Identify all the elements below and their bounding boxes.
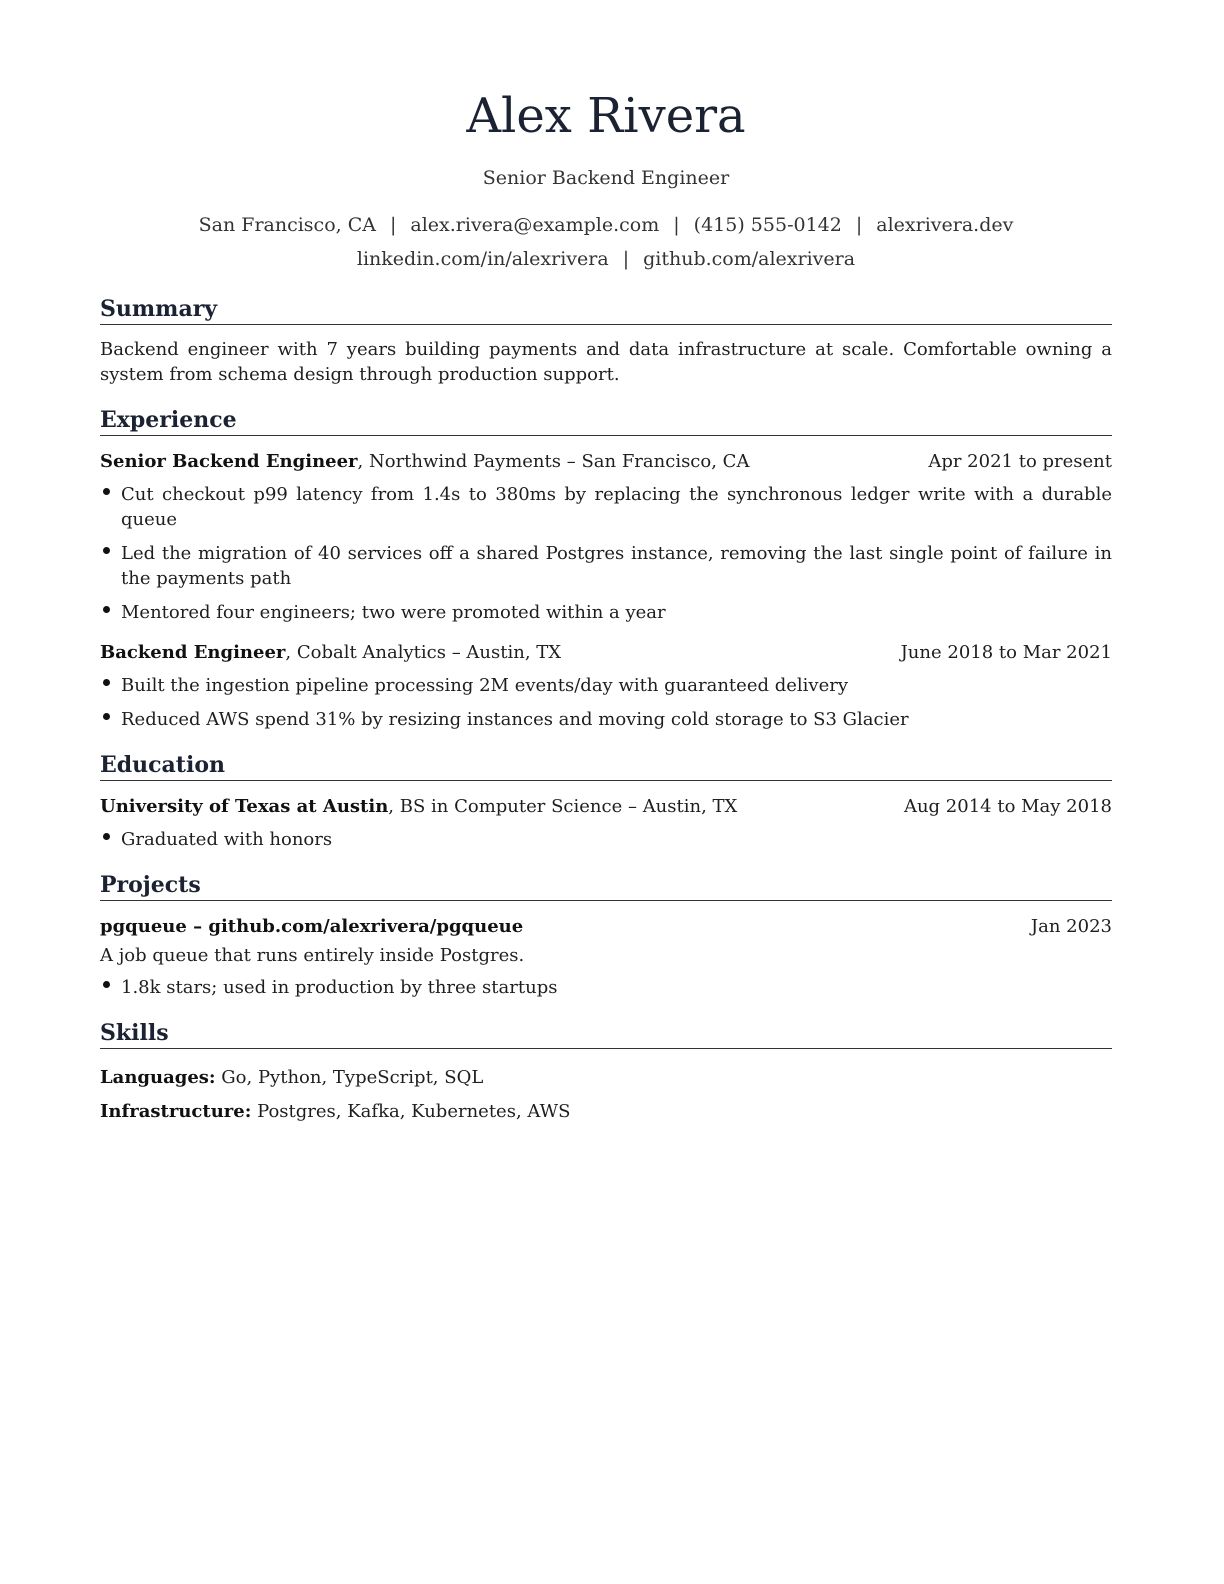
job-role: Backend Engineer	[100, 642, 286, 663]
job-org: , Northwind Payments – San Francisco, CA	[357, 451, 750, 472]
summary-heading: Summary	[100, 294, 1112, 325]
job-dates: Apr 2021 to present	[928, 451, 1112, 472]
job-org: , Cobalt Analytics – Austin, TX	[285, 642, 562, 663]
skill-line	[100, 1095, 1112, 1129]
contact-linkedin[interactable]: linkedin.com/in/alexrivera	[356, 248, 609, 270]
candidate-name: Alex Rivera	[466, 88, 746, 144]
bullet-item	[100, 707, 1112, 732]
bullet-list	[100, 827, 1112, 852]
entry-header	[100, 793, 1112, 821]
skills-section	[100, 1018, 1112, 1129]
entry-header	[100, 913, 1112, 941]
bullet-item	[100, 482, 1112, 532]
contact-location: San Francisco, CA	[198, 214, 376, 236]
contact-email[interactable]: alex.rivera@example.com	[410, 214, 660, 236]
bullet-icon	[103, 713, 110, 720]
bullet-item	[100, 600, 1112, 625]
experience-entry	[100, 448, 1112, 625]
bullet-icon	[103, 547, 110, 554]
skill-value: Go, Python, TypeScript, SQL	[215, 1067, 484, 1088]
contact-line-secondary	[100, 242, 1112, 276]
education-heading: Education	[100, 750, 1112, 781]
job-dates: June 2018 to Mar 2021	[900, 642, 1112, 663]
skill-line	[100, 1061, 1112, 1095]
projects-heading: Projects	[100, 870, 1112, 901]
contact-separator: |	[389, 214, 397, 236]
education-dates: Aug 2014 to May 2018	[903, 796, 1112, 817]
bullet-list	[100, 975, 1112, 1000]
bullet-item	[100, 673, 1112, 698]
bullet-text: Reduced AWS spend 31% by resizing instances and moving cold storage to S3 Glacier	[121, 709, 909, 730]
bullet-text: Mentored four engineers; two were promoted within a year	[121, 602, 666, 623]
contact-separator: |	[855, 214, 863, 236]
bullet-icon	[103, 833, 110, 840]
bullet-text: 1.8k stars; used in production by three startups	[121, 977, 558, 998]
entry-header	[100, 448, 1112, 476]
skills-heading: Skills	[100, 1018, 1112, 1049]
experience-entry	[100, 639, 1112, 732]
project-name[interactable]: pgqueue – github.com/alexrivera/pgqueue	[100, 916, 524, 937]
bullet-text: Led the migration of 40 services off a shared Postgres instance, removing the last single point of failure in the payments path	[121, 543, 1112, 589]
skill-label: Languages:	[100, 1067, 216, 1088]
project-description: A job queue that runs entirely inside Postgres.	[100, 945, 525, 966]
skill-label: Infrastructure:	[100, 1101, 252, 1122]
entry-header	[100, 639, 1112, 667]
bullet-icon	[103, 606, 110, 613]
school-name: University of Texas at Austin	[100, 796, 389, 817]
contact-line-primary	[100, 208, 1112, 242]
bullet-icon	[103, 981, 110, 988]
bullet-text: Graduated with honors	[121, 829, 333, 850]
bullet-list	[100, 673, 1112, 732]
projects-section	[100, 870, 1112, 1000]
job-title: Senior Backend Engineer	[482, 167, 730, 189]
contact-website[interactable]: alexrivera.dev	[876, 214, 1014, 236]
contact-separator: |	[622, 248, 630, 270]
bullet-item	[100, 975, 1112, 1000]
experience-heading: Experience	[100, 405, 1112, 436]
bullet-item	[100, 827, 1112, 852]
bullet-icon	[103, 488, 110, 495]
bullet-icon	[103, 679, 110, 686]
degree: , BS in Computer Science – Austin, TX	[388, 796, 738, 817]
project-date: Jan 2023	[1030, 916, 1112, 937]
entry-title	[100, 448, 749, 476]
summary-section	[100, 294, 1112, 387]
entry-title	[100, 639, 561, 667]
skill-value: Postgres, Kafka, Kubernetes, AWS	[251, 1101, 571, 1122]
bullet-text: Built the ingestion pipeline processing 2M events/day with guaranteed delivery	[121, 675, 848, 696]
bullet-text: Cut checkout p99 latency from 1.4s to 380ms by replacing the synchronous ledger write with a durable queue	[121, 484, 1112, 530]
contact-github[interactable]: github.com/alexrivera	[643, 248, 856, 270]
summary-text: Backend engineer with 7 years building payments and data infrastructure at scale. Comfortable owning a system from schema design through production support.	[100, 339, 1112, 385]
bullet-list	[100, 482, 1112, 625]
experience-section	[100, 405, 1112, 732]
entry-title	[100, 793, 737, 821]
job-role: Senior Backend Engineer	[100, 451, 358, 472]
contact-phone[interactable]: (415) 555-0142	[693, 214, 842, 236]
education-section	[100, 750, 1112, 852]
contact-separator: |	[673, 214, 680, 236]
bullet-item	[100, 541, 1112, 591]
